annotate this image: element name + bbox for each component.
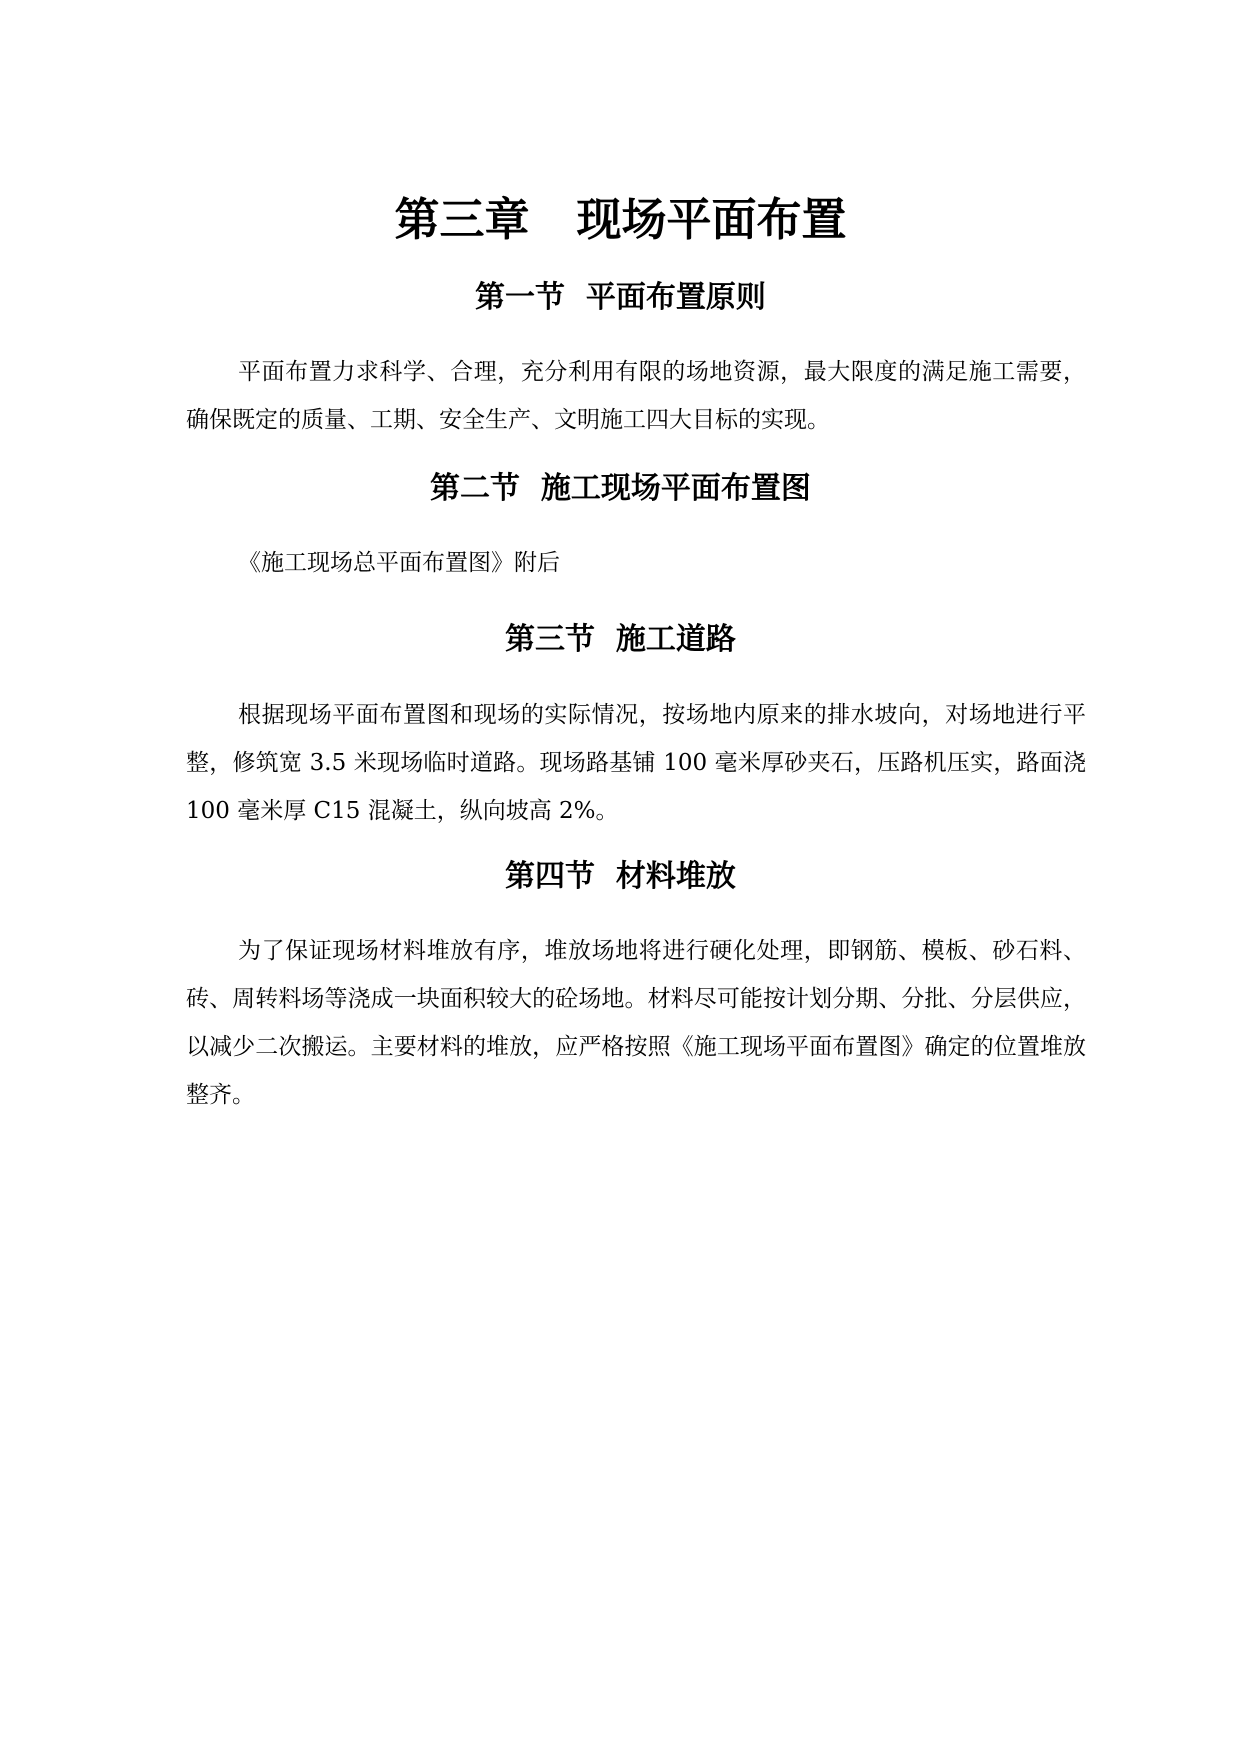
section-2-paragraph: 《施工现场总平面布置图》附后 [238,550,560,576]
section-2-title: 第二节 施工现场平面布置图 [430,471,811,506]
section-3-paragraph: 根据现场平面布置图和现场的实际情况，按场地内原来的排水坡向，对场地进行平整，修筑宽 3.5 米现场临时道路。现场路基铺 100 毫米厚砂夹石，压路机压实，路面浇 100 毫米厚 C15 混凝土，纵向坡高 2%。 [186,702,1086,824]
section-4-paragraph: 为了保证现场材料堆放有序，堆放场地将进行硬化处理，即钢筋、模板、砂石料、砖、周转料场等浇成一块面积较大的砼场地。材料尽可能按计划分期、分批、分层供应，以减少二次搬运。主要材料的堆放，应严格按照《施工现场平面布置图》确定的位置堆放整齐。 [186,938,1086,1108]
section-4-title: 第四节 材料堆放 [505,859,736,894]
section-1-title: 第一节 平面布置原则 [475,280,766,315]
chapter-title: 第三章 现场平面布置 [394,193,847,246]
section-1-paragraph: 平面布置力求科学、合理，充分利用有限的场地资源，最大限度的满足施工需要，确保既定的质量、工期、安全生产、文明施工四大目标的实现。 [186,359,1086,433]
section-3-title: 第三节 施工道路 [505,622,736,657]
